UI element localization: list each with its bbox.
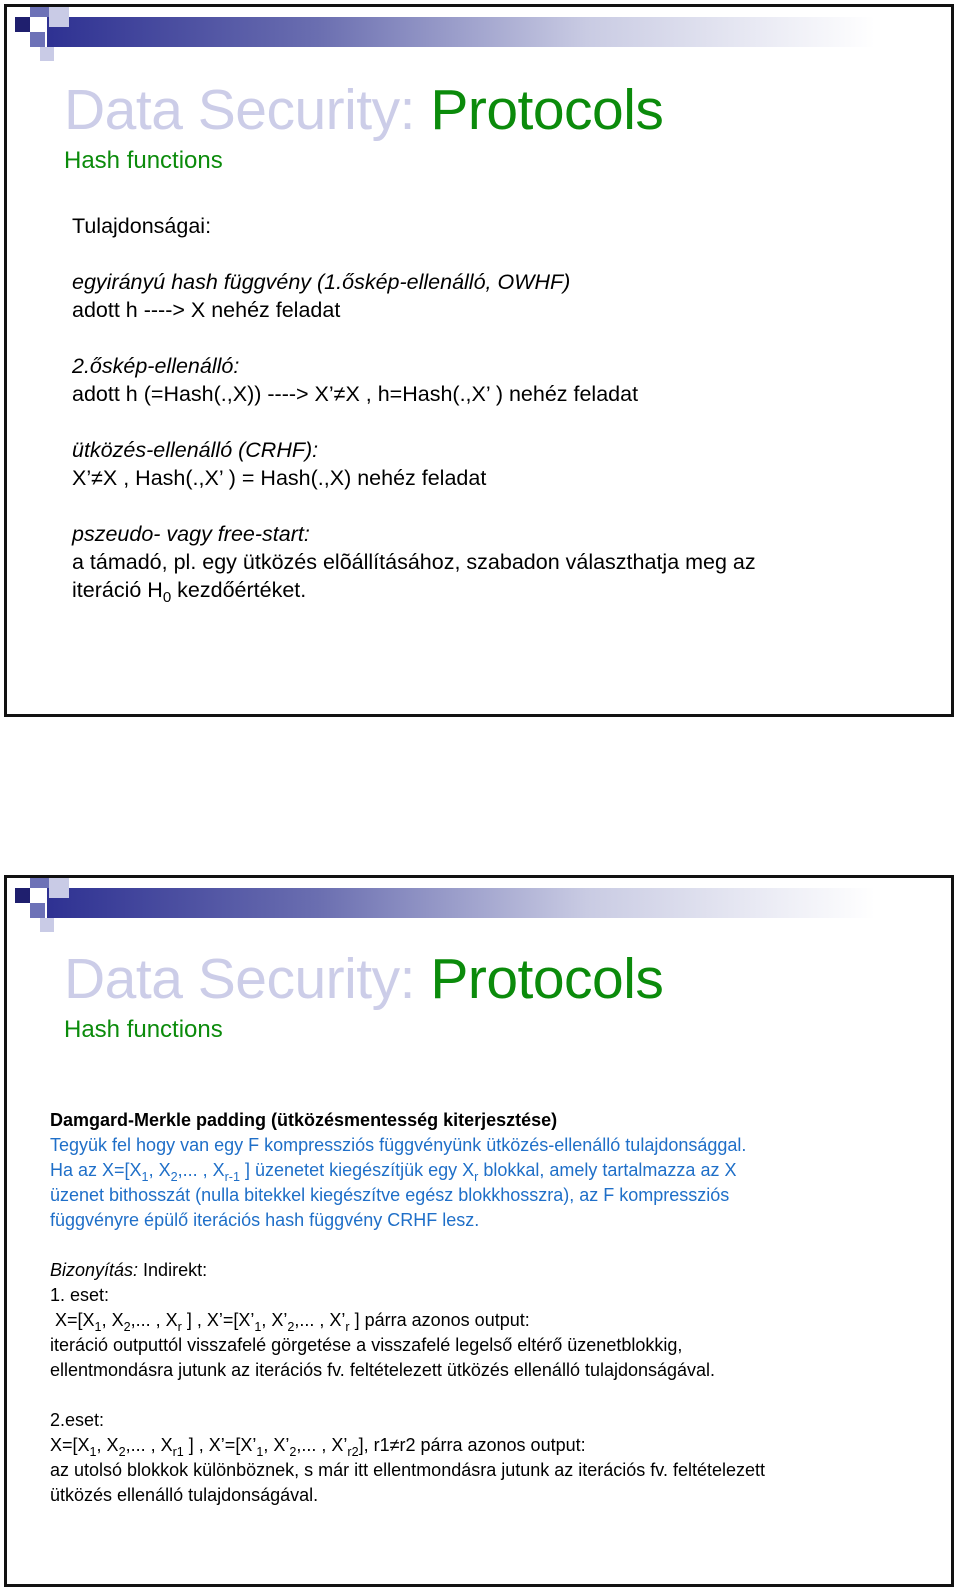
deco-square-mid bbox=[30, 32, 45, 47]
dm-line-3: üzenet bithosszát (nulla bitekkel kiegészítve egész blokkhosszra), az F kompressziós bbox=[50, 1185, 730, 1205]
dm-line-2: Ha az $X=[X_1$, $X_2$,... , $X_{r-1}$ ] üzenetet kiegészítjük egy $X_r$ blokkal, amely tartalmazza az X bbox=[50, 1160, 737, 1184]
slide-2-body bbox=[50, 1108, 940, 1508]
slide-1 bbox=[4, 4, 954, 717]
header-gradient-bar bbox=[47, 17, 947, 47]
proof-line bbox=[50, 1258, 940, 1283]
second-preimage-text: adott h (=Hash(.,X)) ----> X’≠X , h=Hash(.,X’ ) nehéz feladat bbox=[72, 382, 639, 406]
slide-1-body bbox=[72, 212, 932, 604]
case-2-formula: $X=[X_1$, $X_2$,... , $X_{r1}$ ] , $X’=[X’_1$, $X’_2$,... , $X’_{r2}$], r1≠r2 párra azonos output: bbox=[50, 1435, 586, 1459]
proof-label: Bizonyítás: bbox=[50, 1260, 139, 1280]
pseudo-line-2: iteráció $H_0$ kezdőértéket. bbox=[72, 578, 307, 606]
proof-value: Indirekt: bbox=[138, 1260, 208, 1280]
deco-square-mid bbox=[30, 7, 49, 17]
deco-square-mid bbox=[30, 878, 49, 888]
damgard-merkle-heading: Damgard-Merkle padding (ütközésmentesség kiterjesztése) bbox=[50, 1110, 558, 1130]
owhf-label: egyirányú hash függvény (1.őskép-ellenálló, OWHF) bbox=[72, 270, 571, 294]
slide-header-decoration bbox=[7, 7, 947, 69]
slide-subtitle: Hash functions bbox=[64, 147, 223, 174]
deco-square-light bbox=[49, 7, 69, 27]
owhf-text: adott h ----> X nehéz feladat bbox=[72, 298, 341, 322]
crhf-label: ütközés-ellenálló (CRHF): bbox=[72, 438, 319, 462]
deco-square-dark bbox=[15, 888, 30, 903]
slide-2 bbox=[4, 875, 954, 1587]
second-preimage-label: 2.őskép-ellenálló: bbox=[72, 354, 240, 378]
case-1-label: 1. eset: bbox=[50, 1285, 110, 1305]
title-part-2: Protocols bbox=[430, 78, 664, 142]
case-2-line-1: az utolsó blokkok különböznek, s már itt ellentmondásra jutunk az iterációs fv. feltételezett bbox=[50, 1460, 766, 1480]
case-2-line-2: ütközés ellenálló tulajdonságával. bbox=[50, 1485, 319, 1505]
deco-square-mid bbox=[30, 903, 45, 918]
crhf-text: X’≠X , Hash(.,X’ ) = Hash(.,X) nehéz feladat bbox=[72, 466, 487, 490]
deco-square-light bbox=[49, 878, 69, 898]
dm-line-4: függvényre épülő iterációs hash függvény CRHF lesz. bbox=[50, 1210, 480, 1230]
case-1-formula: $X=[X_1$, $X_2$,... , $X_r$ ] , $X’=[X’_1$, $X’_2$,... , $X’_r$ ] párra azonos output: bbox=[55, 1310, 530, 1334]
pseudo-line-1: a támadó, pl. egy ütközés elõállításához, szabadon választhatja meg az bbox=[72, 550, 756, 574]
deco-square-light bbox=[40, 47, 54, 61]
deco-square-light bbox=[40, 918, 54, 932]
deco-square-dark bbox=[15, 17, 30, 32]
title-part-1: Data Security: bbox=[64, 947, 431, 1011]
slide-title bbox=[64, 77, 663, 143]
slide-title bbox=[64, 946, 663, 1012]
slide-subtitle: Hash functions bbox=[64, 1016, 223, 1043]
properties-heading: Tulajdonságai: bbox=[72, 214, 212, 238]
title-part-1: Data Security: bbox=[64, 78, 431, 142]
slide-header-decoration bbox=[7, 878, 947, 940]
pseudo-label: pszeudo- vagy free-start: bbox=[72, 522, 310, 546]
case-1-line-1: iteráció outputtól visszafelé görgetése a visszafelé legelső eltérő üzenetblokkig, bbox=[50, 1335, 683, 1355]
header-gradient-bar bbox=[47, 888, 947, 918]
dm-line-1: Tegyük fel hogy van egy F kompressziós függvényünk ütközés-ellenálló tulajdonsággal. bbox=[50, 1135, 747, 1155]
case-1-line-2: ellentmondásra jutunk az iterációs fv. feltételezett ütközés ellenálló tulajdonságával. bbox=[50, 1360, 716, 1380]
case-2-label: 2.eset: bbox=[50, 1410, 105, 1430]
title-part-2: Protocols bbox=[430, 947, 664, 1011]
